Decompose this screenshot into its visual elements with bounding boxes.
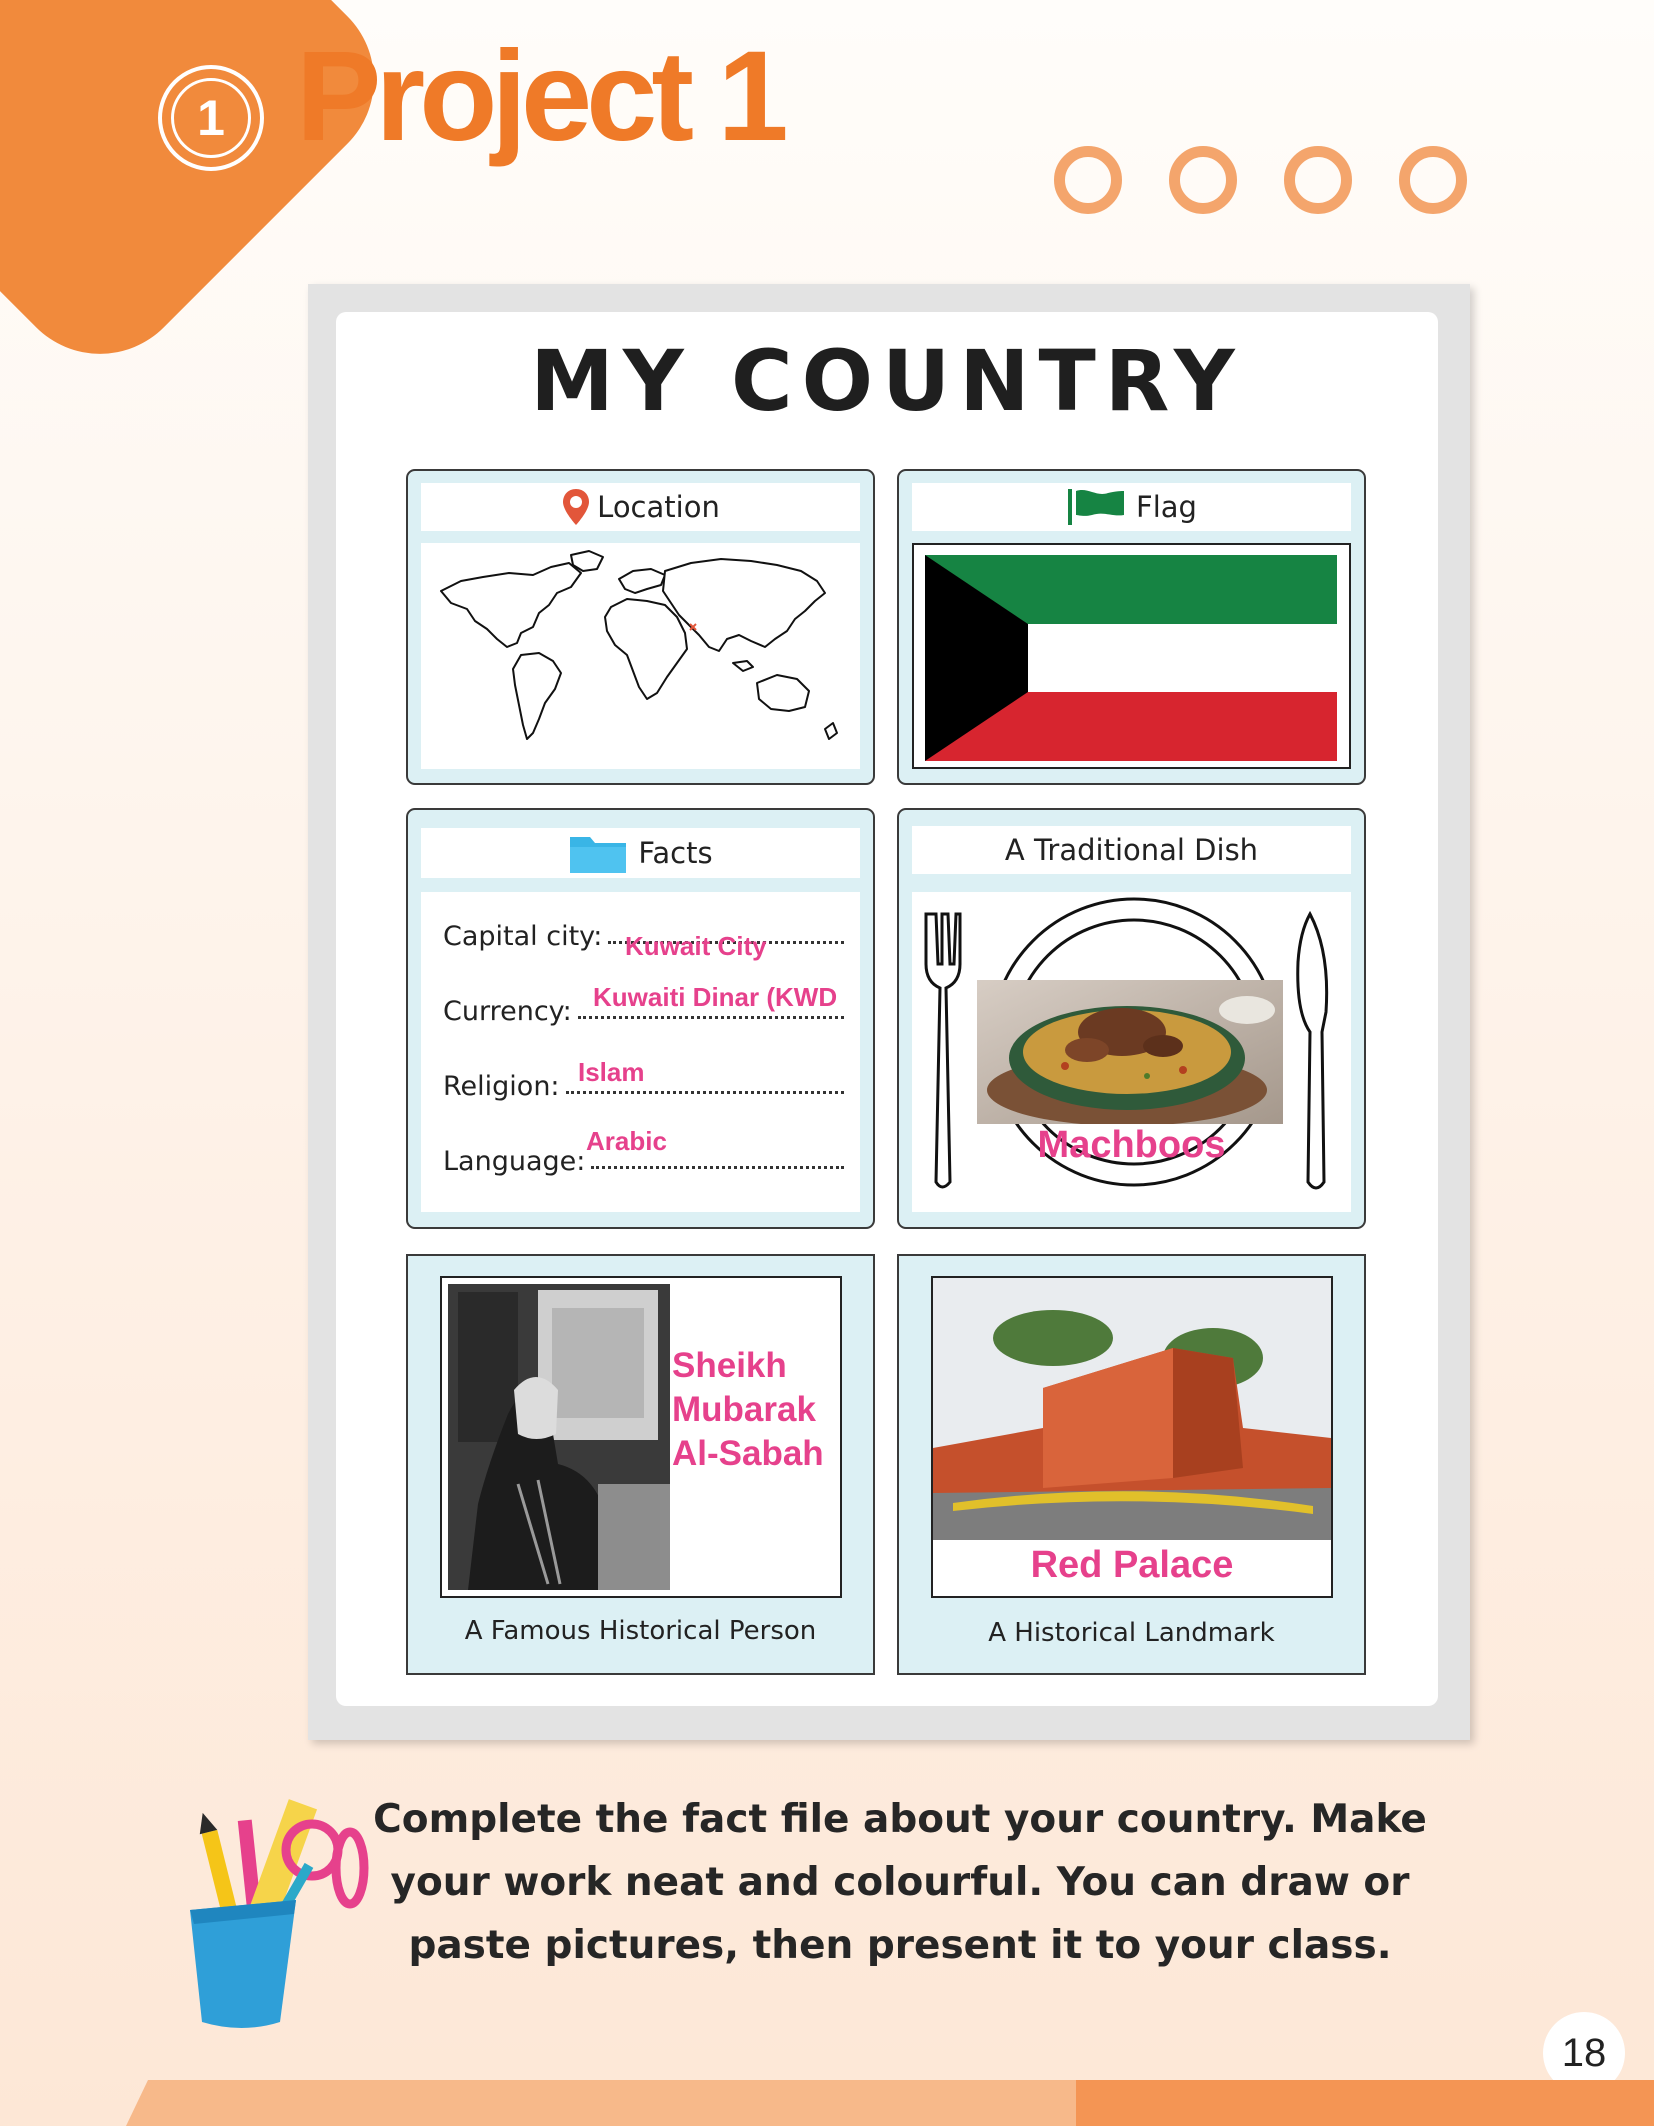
fact-value-religion: Islam (578, 1057, 645, 1087)
red-palace-photo (933, 1278, 1331, 1540)
machboos-photo (977, 980, 1283, 1124)
flag-label: Flag (1136, 490, 1197, 524)
facts-card (406, 808, 875, 1229)
person-name-line: Sheikh (672, 1346, 787, 1385)
dish-label: A Traditional Dish (1004, 833, 1259, 867)
facts-header (421, 828, 860, 878)
circle-icon (1169, 146, 1237, 214)
instruction-line: paste pictures, then present it to your class. (408, 1923, 1392, 1968)
sheet-title: MY COUNTRY (530, 332, 1244, 430)
dish-area (912, 892, 1351, 1212)
person-card (406, 1254, 875, 1675)
circle-icon (1284, 146, 1352, 214)
dish-card (897, 808, 1366, 1229)
fact-value-capital: Kuwait City (625, 931, 767, 961)
historical-person-photo (448, 1284, 670, 1590)
landmark-name: Red Palace (1030, 1544, 1234, 1586)
project-number: 1 (197, 90, 225, 146)
instruction-text (365, 1788, 1435, 1977)
location-header (421, 483, 860, 531)
fact-label: Capital city: (443, 921, 603, 952)
fact-value-currency: Kuwaiti Dinar (KWD (593, 982, 838, 1012)
fact-label: Religion: (443, 1071, 560, 1102)
location-card (406, 469, 875, 785)
location-label: Location (597, 490, 720, 524)
facts-list (421, 892, 860, 1212)
fact-row-language (443, 1126, 844, 1177)
fact-row-currency (443, 982, 844, 1027)
footer-band-accent (1076, 2080, 1654, 2126)
world-map-icon (421, 543, 860, 769)
page-title: Project 1 (296, 25, 783, 168)
map-pin-icon (561, 488, 591, 526)
fact-value-language: Arabic (586, 1126, 667, 1156)
instruction-line: your work neat and colourful. You can draw or (390, 1860, 1410, 1905)
circle-icon (1399, 146, 1467, 214)
landmark-frame (931, 1276, 1333, 1598)
dish-header (912, 826, 1351, 874)
world-map-area (421, 543, 860, 769)
person-label: A Famous Historical Person (464, 1616, 817, 1646)
person-frame (440, 1276, 842, 1598)
person-name-line: Mubarak (672, 1390, 816, 1429)
landmark-label: A Historical Landmark (988, 1618, 1275, 1648)
person-name-line: Al-Sabah (672, 1434, 824, 1473)
project-number-badge (158, 65, 264, 171)
circle-icon (1054, 146, 1122, 214)
page-number: 18 (1543, 2012, 1625, 2094)
instruction-line: Complete the fact file about your country. Make (373, 1797, 1427, 1842)
dish-name: Machboos (1037, 1124, 1226, 1166)
fact-row-religion (443, 1057, 844, 1102)
decorative-circles (1054, 146, 1467, 214)
flag-card (897, 469, 1366, 785)
landmark-card (897, 1254, 1366, 1675)
fact-row-capital (443, 912, 844, 961)
folder-icon (568, 831, 630, 875)
facts-label: Facts (638, 836, 713, 870)
flag-header (912, 483, 1351, 531)
fact-label: Currency: (443, 996, 572, 1027)
person-name (672, 1344, 824, 1476)
stationery-cup-icon (172, 1790, 372, 2030)
flag-area (912, 543, 1351, 769)
flag-icon (1066, 487, 1128, 527)
fact-label: Language: (443, 1146, 586, 1177)
kuwait-flag-image (925, 555, 1337, 761)
